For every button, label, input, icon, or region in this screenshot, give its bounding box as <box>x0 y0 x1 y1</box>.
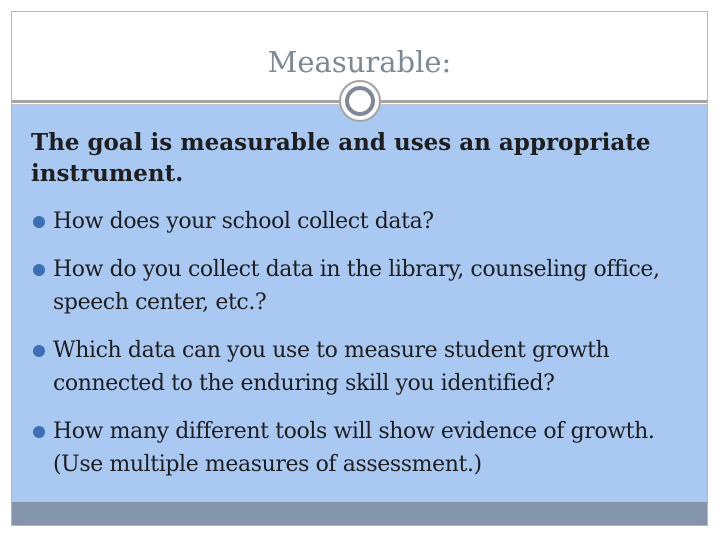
ring-icon <box>339 80 381 122</box>
bullet-item <box>31 253 701 319</box>
bullet-text: How do you collect data in the library, counseling office, speech center, etc.? <box>53 257 660 315</box>
bullet-text: Which data can you use to measure student growth connected to the enduring skill you identified? <box>53 338 610 396</box>
bullet-text: How does your school collect data? <box>53 209 434 234</box>
bullet-dot-icon <box>33 264 45 276</box>
bullet-item <box>31 334 701 400</box>
footer-bar <box>12 502 707 525</box>
lead-statement: The goal is measurable and uses an appropriate instrument. <box>31 129 651 187</box>
bullet-text: How many different tools will show evidence of growth. (Use multiple measures of assessment.) <box>53 419 655 477</box>
bullet-dot-icon <box>33 216 45 228</box>
bullet-item <box>31 415 701 481</box>
bullet-item <box>31 205 701 238</box>
slide-title: Measurable: <box>267 45 452 79</box>
bullet-dot-icon <box>33 426 45 438</box>
bullet-list <box>31 205 701 496</box>
bullet-dot-icon <box>33 345 45 357</box>
